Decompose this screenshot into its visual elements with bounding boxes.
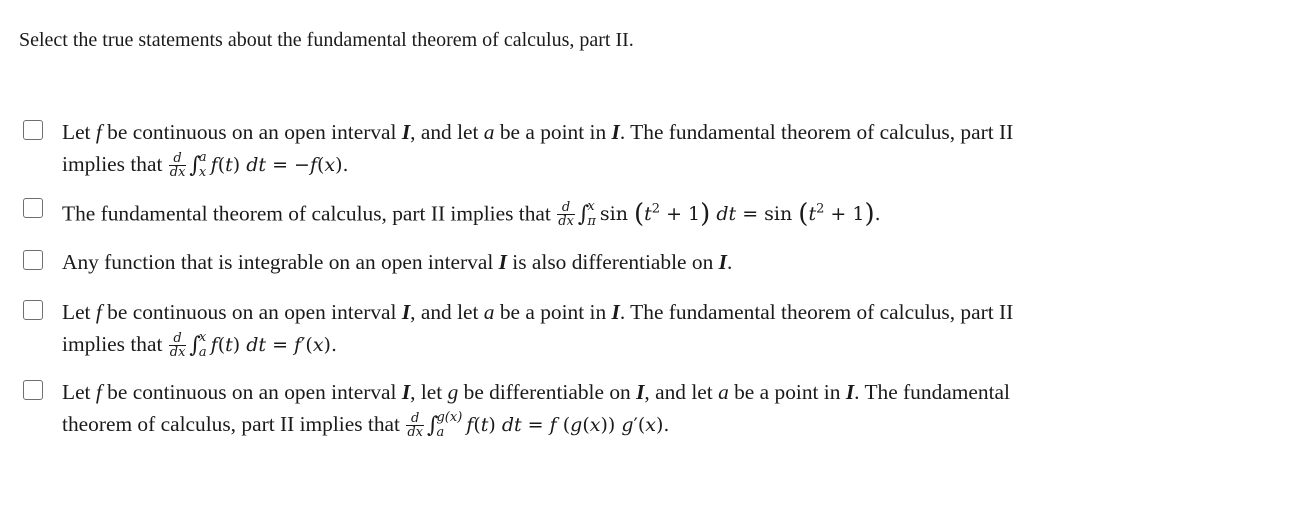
option-4-prefix: implies that <box>62 332 163 356</box>
option-5-text: Let f be continuous on an open interval I, let g be differentiable on I, and let a be a point in I. The fundamental theorem of calculus, part II implies that $\frac{d}{dx}$ ∫ g(x) a f(t) dt = f (g(x)) g′(x). <box>62 380 1010 440</box>
question-prompt: Select the true statements about the fundamental theorem of calculus, part II. <box>19 29 634 51</box>
option-2-text <box>62 194 1294 231</box>
option-4-checkbox[interactable] <box>23 300 43 320</box>
option-5-prefix: theorem of calculus, part II implies that <box>62 412 400 436</box>
option-5-formula: $\frac{d}{dx}$ ∫ g(x) a f(t) dt = f (g(x)) g′(x). <box>407 410 670 440</box>
option-2-formula: $\frac{d}{dx}$ ∫ x π $\sin (t^2 + 1)$ dt = $\sin (t^2 + 1)$. <box>558 199 881 230</box>
option-3-text: Any function that is integrable on an open interval I is also differentiable on I. <box>62 250 733 274</box>
option-2-checkbox[interactable] <box>23 198 43 218</box>
option-3-checkbox[interactable] <box>23 250 43 270</box>
option-2-prefix: The fundamental theorem of calculus, part II implies that <box>62 201 551 226</box>
option-1-text: Let f be continuous on an open interval I, and let a be a point in I. The fundamental theorem of calculus, part II implies that $\frac{d}{dx}$ ∫ a x f(t) dt = −f(x). <box>62 120 1014 180</box>
option-4-text: Let f be continuous on an open interval I, and let a be a point in I. The fundamental theorem of calculus, part II implies that $\frac{d}{dx}$ ∫ x a f(t) dt = f′(x). <box>62 300 1014 360</box>
option-5-checkbox[interactable] <box>23 380 43 400</box>
option-1-prefix: implies that <box>62 152 163 176</box>
option-4-formula: $\frac{d}{dx}$ ∫ x a f(t) dt = f′(x). <box>169 330 337 360</box>
option-1-formula: $\frac{d}{dx}$ ∫ a x f(t) dt = −f(x). <box>169 150 349 180</box>
option-1-checkbox[interactable] <box>23 120 43 140</box>
